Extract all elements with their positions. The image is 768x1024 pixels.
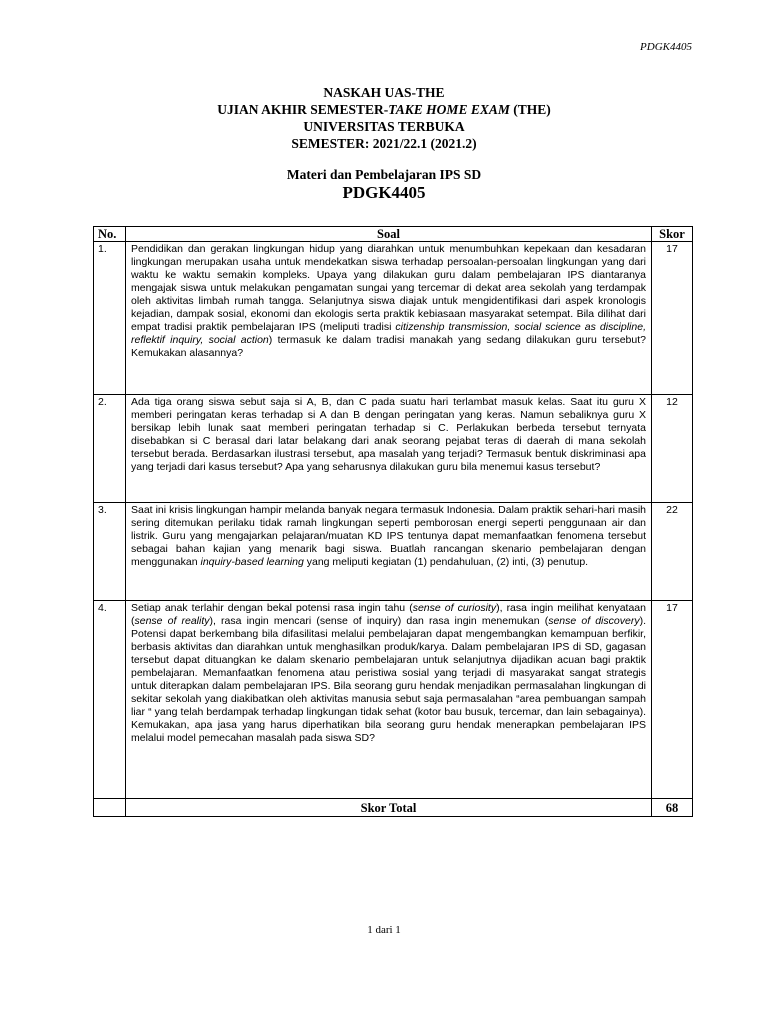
page-number: 1 dari 1 <box>367 924 401 936</box>
question-text: Ada tiga orang siswa sebut saja si A, B, dan C pada suatu hari terlambat masuk kelas. Saat itu guru X memberi peringatan keras terhadap si A dan B dengan peringatan yang keras. Namun sebaliknya guru X bersikap lebih lunak saat memberi peringatan terhadap si C. Perlakukan berbeda tersebut ternyata disebabkan si C berasal dari latar belakang dari anak seorang pejabat teras di daerah di mana sekolah tersebut berada. Berdasarkan ilustrasi tersebut, apa masalah yang terjadi? Termasuk bentuk diskriminasi apa yang terjadi dari kasus tersebut? Apa yang seharusnya dilakukan guru bila menemui kasus tersebut? <box>126 395 652 503</box>
question-number: 1. <box>94 242 126 395</box>
course-title: Materi dan Pembelajaran IPS SD <box>286 167 482 182</box>
exam-header <box>0 84 768 203</box>
header-line-4: SEMESTER: 2021/22.1 (2021.2) <box>291 136 477 151</box>
col-soal-header: Soal <box>126 227 652 242</box>
table-header-row <box>94 227 693 242</box>
question-number: 2. <box>94 395 126 503</box>
question-score: 12 <box>652 395 693 503</box>
course-code: PDGK4405 <box>342 183 426 202</box>
col-no-header: No. <box>94 227 126 242</box>
document-code: PDGK4405 <box>640 41 692 53</box>
total-value: 68 <box>652 799 693 817</box>
question-score: 17 <box>652 601 693 799</box>
table-row <box>94 503 693 601</box>
table-row <box>94 395 693 503</box>
question-text: Setiap anak terlahir dengan bekal potensi rasa ingin tahu (sense of curiosity), rasa ingin meilihat kenyataan (sense of reality), rasa ingin mencari (sense of inquiry) dan rasa ingin menemukan (sense of discovery). Potensi dapat berkembang bila difasilitasi melalui pembelajaran dapat mengembangkan kemampuan berfikir, berbasis aktivitas dan diarahkan untuk menghasilkan produk/karya. Dalam pembelajaran IPS di SD, gagasan tersebut dapat dituangkan ke dalam skenario pembelajaran untuk selanjutnya dijadikan acuan bagi praktik pembelajaran. Memanfaatkan fenomena atau peristiwa sosial yang terjadi di masyarakat sangat strategis untuk diterapkan dalam pembelajaran IPS. Bila seorang guru hendak menjadikan permasalahan lingkungan di sekitar sekolah yang diakibatkan oleh aktivitas manusia sebut saja permasalahan “area pembuangan sampah liar “ yang telah berdampak terhadap lingkungan tidak sehat (kotor bau busuk, tercemar, dan lain sebagainya). Kemukakan, apa jasa yang harus diperhatikan bila seorang guru hendak menerapkan pembelajaran IPS melalui model pemecahan masalah pada siswa SD? <box>126 601 652 799</box>
question-number: 4. <box>94 601 126 799</box>
question-text: Pendidikan dan gerakan lingkungan hidup yang diarahkan untuk menumbuhkan kepekaan dan kesadaran lingkungan merupakan usaha untuk mendekatkan siswa terhadap persoalan-persoalan lingkungan yang dari waktu ke waktu semakin kompleks. Upaya yang dilakukan guru dalam pembelajaran IPS diantaranya mengajak siswa untuk melakukan pengamatan sungai yang tercemar di dekat area sekolah yang terdampak oleh aktivitas limbah rumah tangga. Selanjutnya siswa diajak untuk mengidentifikasi dari aspek kronologis kejadian, dampak sosial, ekonomi dan ekologis serta praktik kebiasaan masyarakat setempat. Bila dilihat dari empat tradisi praktik pembelajaran IPS (meliputi tradisi citizenship transmission, social science as discipline, reflektif inquiry, social action) termasuk ke dalam tradisi manakah yang sedang dilakukan guru tersebut?Kemukakan alasannya? <box>126 242 652 395</box>
question-score: 22 <box>652 503 693 601</box>
table-row <box>94 601 693 799</box>
question-number: 3. <box>94 503 126 601</box>
table-row <box>94 242 693 395</box>
total-empty-cell <box>94 799 126 817</box>
header-line-1: NASKAH UAS-THE <box>323 85 445 100</box>
question-text: Saat ini krisis lingkungan hampir melanda banyak negara termasuk Indonesia. Dalam praktik sehari-hari masih sering ditemukan perilaku tidak ramah lingkungan seperti pemborosan energi seperti penggunaan air dan listrik. Guru yang mengajarkan pelajaran/muatan KD IPS tentunya dapat memanfaatkan fenomena tersebut sebagai bahan kajian yang menarik bagi siswa. Buatlah rancangan skenario pembelajaran dengan menggunakan inquiry-based learning yang meliputi kegiatan (1) pendahuluan, (2) inti, (3) penutup. <box>126 503 652 601</box>
question-table <box>93 226 693 817</box>
question-score: 17 <box>652 242 693 395</box>
col-skor-header: Skor <box>652 227 693 242</box>
header-line-2: UJIAN AKHIR SEMESTER-TAKE HOME EXAM (THE) <box>217 102 551 117</box>
header-line-3: UNIVERSITAS TERBUKA <box>303 119 465 134</box>
total-label: Skor Total <box>126 799 652 817</box>
total-row <box>94 799 693 817</box>
